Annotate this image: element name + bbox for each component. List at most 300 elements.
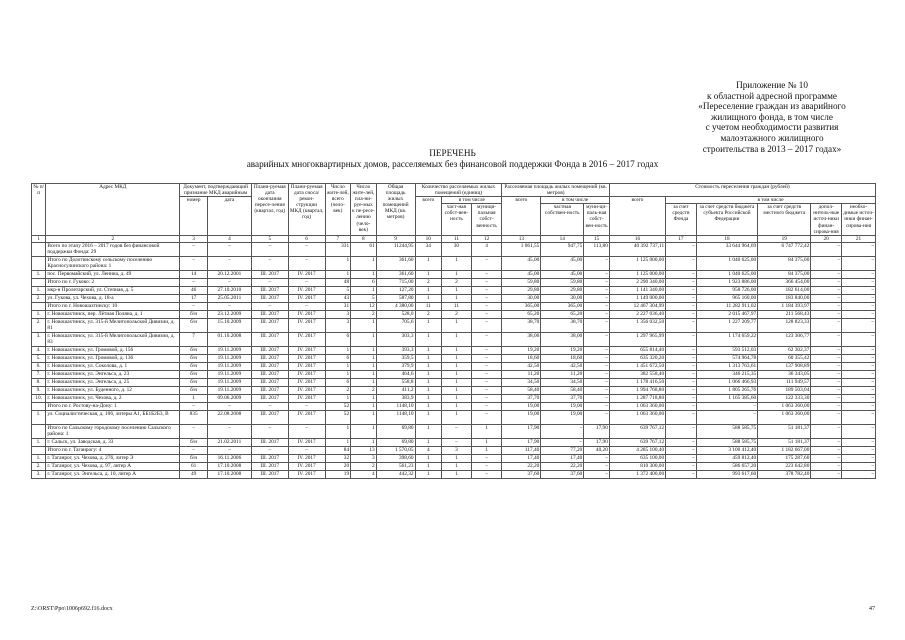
- table-cell: 1: [442, 286, 472, 294]
- column-number: 21: [842, 235, 876, 242]
- table-cell: –: [584, 346, 610, 354]
- table-cell: 1 165 385,60: [696, 394, 757, 402]
- column-number: 18: [696, 235, 757, 242]
- table-cell: –: [288, 278, 325, 286]
- table-cell: 2: [442, 278, 472, 286]
- table-cell: 17,90: [584, 424, 610, 438]
- table-cell: –: [584, 462, 610, 470]
- table-cell: 137 908,89: [758, 362, 811, 370]
- table-cell: 398,60: [376, 454, 415, 462]
- table-row: [32, 462, 876, 470]
- header-cost-region: за счет средств бюджета субъекта Российской Федерации: [696, 204, 757, 235]
- table-cell: 29,80: [541, 286, 584, 294]
- table-cell: 1 805 265,76: [696, 386, 757, 394]
- table-cell: б/н: [180, 370, 208, 378]
- table-cell: 65,20: [541, 310, 584, 318]
- table-cell: 1 570,05: [376, 446, 415, 454]
- table-cell: –: [584, 294, 610, 302]
- table-cell: –: [842, 354, 876, 362]
- table-cell: IV. 2017: [288, 394, 325, 402]
- table-cell: 1: [415, 332, 442, 346]
- table-cell: 31: [325, 302, 351, 310]
- table-cell: 5.: [32, 354, 46, 362]
- table-row: [32, 346, 876, 354]
- header-area-municipal: муни-ци-паль-ная собст-вен-ность: [584, 204, 610, 235]
- table-header-row: [32, 184, 876, 197]
- table-cell: 111 949,57: [758, 378, 811, 386]
- table-cell: 655 814,40: [609, 346, 665, 354]
- table-cell: –: [251, 424, 288, 438]
- table-cell: 61: [351, 242, 377, 256]
- table-cell: IV. 2017: [288, 318, 325, 332]
- table-cell: 1: [415, 470, 442, 478]
- table-cell: III. 2017: [251, 318, 288, 332]
- table-cell: 459 812,40: [696, 454, 757, 462]
- table-cell: 1: [471, 446, 502, 454]
- table-cell: 1 184 393,97: [758, 302, 811, 310]
- table-cell: –: [666, 454, 697, 462]
- table-cell: 15.10.2009: [207, 318, 251, 332]
- table-cell: 3 100 412,40: [696, 446, 757, 454]
- table-cell: –: [666, 318, 697, 332]
- table-cell: 1 287 718,80: [609, 394, 665, 402]
- table-cell: 6: [325, 378, 351, 386]
- table-cell: 1: [325, 270, 351, 278]
- table-cell: –: [842, 270, 876, 278]
- table-cell: 1 356 032,50: [609, 318, 665, 332]
- table-cell: 1 451 672,50: [609, 362, 665, 370]
- table-cell: 17.10.2008: [207, 470, 251, 478]
- table-cell: 1: [351, 256, 377, 270]
- table-cell: –: [811, 256, 842, 270]
- table-cell: 21.02.2011: [207, 438, 251, 446]
- address-cell: ул. Социалистическая, д. 106, литеры А1, ББ1Б2Б3, В: [46, 410, 180, 424]
- table-cell: 383,9: [376, 394, 415, 402]
- table-cell: –: [442, 438, 472, 446]
- table-cell: –: [584, 370, 610, 378]
- address-cell: г. Новошахтинск, ул. Чехова, д. 2: [46, 394, 180, 402]
- table-cell: –: [584, 270, 610, 278]
- table-cell: –: [471, 394, 502, 402]
- table-cell: 2: [351, 386, 377, 394]
- header-num: № п/п: [32, 184, 46, 236]
- address-cell: г. Таганрог, ул. Чехова, д. 276, литер Э: [46, 454, 180, 462]
- table-cell: –: [207, 242, 251, 256]
- table-cell: –: [842, 310, 876, 318]
- table-cell: 27.10.2010: [207, 286, 251, 294]
- table-cell: III. 2017: [251, 286, 288, 294]
- table-cell: 2: [351, 462, 377, 470]
- table-cell: 958 726,00: [696, 286, 757, 294]
- table-cell: 113,80: [584, 242, 610, 256]
- table-cell: –: [666, 302, 697, 310]
- table-cell: 6.: [32, 362, 46, 370]
- table-cell: 1: [442, 294, 472, 302]
- column-number: 16: [609, 235, 665, 242]
- table-cell: 17,40: [502, 454, 541, 462]
- table-cell: IV. 2017: [288, 462, 325, 470]
- table-row: [32, 270, 876, 278]
- table-cell: –: [666, 256, 697, 270]
- table-cell: 7: [180, 332, 208, 346]
- table-cell: 19,00: [541, 410, 584, 424]
- table-cell: –: [471, 370, 502, 378]
- table-cell: 34,50: [541, 378, 584, 386]
- header-planned-demolish: Плани-руемая дата сноса/ рекон-струкции МКД (квартал, год): [288, 184, 325, 236]
- table-cell: 1: [180, 394, 208, 402]
- table-cell: 19: [325, 470, 351, 478]
- header-planned-end: Плани-руемая дата окончания пересе-ления (квартал, год): [251, 184, 288, 236]
- table-cell: 1.: [32, 454, 46, 462]
- table-cell: 1: [442, 410, 472, 424]
- table-cell: 1 141 340,00: [609, 286, 665, 294]
- table-cell: 11 282 911,02: [696, 302, 757, 310]
- table-row: [32, 318, 876, 332]
- table-cell: 19,00: [502, 402, 541, 410]
- table-cell: 17.10.2008: [207, 462, 251, 470]
- table-cell: –: [811, 332, 842, 346]
- table-cell: 365,00: [541, 302, 584, 310]
- table-cell: 1: [442, 386, 472, 394]
- appendix-line: малоэтажного жилищного: [720, 132, 824, 143]
- table-cell: –: [666, 386, 697, 394]
- table-cell: 211 568,43: [758, 310, 811, 318]
- column-number: 2: [46, 235, 180, 242]
- table-cell: –: [180, 446, 208, 454]
- table-cell: 2 290 340,00: [609, 278, 665, 286]
- table-cell: 58,40: [541, 386, 584, 394]
- table-cell: –: [471, 302, 502, 310]
- table-cell: –: [666, 278, 697, 286]
- table-cell: 61: [180, 462, 208, 470]
- table-cell: 17,40: [541, 454, 584, 462]
- table-cell: –: [842, 424, 876, 438]
- appendix-line: с учетом необходимости развития: [705, 122, 839, 133]
- table-cell: –: [842, 346, 876, 354]
- table-cell: –: [666, 370, 697, 378]
- table-cell: 1: [442, 470, 472, 478]
- table-cell: –: [811, 270, 842, 278]
- table-cell: 1: [351, 438, 377, 446]
- table-cell: 51 181,37: [758, 438, 811, 446]
- table-cell: –: [666, 286, 697, 294]
- table-cell: 1: [415, 438, 442, 446]
- table-cell: 359,5: [376, 354, 415, 362]
- table-cell: 346 215,35: [696, 370, 757, 378]
- table-cell: 1: [442, 462, 472, 470]
- table-cell: 1 178 416,50: [609, 378, 665, 386]
- table-cell: IV. 2017: [288, 438, 325, 446]
- table-cell: III. 2017: [251, 270, 288, 278]
- table-cell: –: [811, 410, 842, 424]
- appendix-line: Приложение № 10: [736, 80, 808, 90]
- table-cell: –: [811, 462, 842, 470]
- table-cell: 2 015 467,97: [696, 310, 757, 318]
- table-cell: 1 125 000,00: [609, 256, 665, 270]
- houses-table: [31, 183, 876, 479]
- table-cell: –: [842, 278, 876, 286]
- table-cell: –: [666, 410, 697, 424]
- table-cell: 1 994 768,80: [609, 386, 665, 394]
- table-cell: 01.10.2008: [207, 332, 251, 346]
- table-cell: 303,3: [376, 332, 415, 346]
- table-cell: 223 642,80: [758, 462, 811, 470]
- table-cell: –: [471, 386, 502, 394]
- table-cell: 2: [415, 278, 442, 286]
- table-cell: 1.: [32, 438, 46, 446]
- table-cell: 1: [471, 424, 502, 438]
- table-cell: –: [842, 302, 876, 310]
- table-cell: 3: [351, 454, 377, 462]
- table-cell: 189 503,04: [758, 386, 811, 394]
- table-cell: 361,60: [376, 256, 415, 270]
- table-cell: 11,20: [502, 370, 541, 378]
- table-cell: –: [811, 318, 842, 332]
- table-cell: 1 063 360,00: [609, 402, 665, 410]
- table-cell: 378 782,40: [758, 470, 811, 478]
- table-cell: –: [471, 286, 502, 294]
- table-cell: III. 2017: [251, 410, 288, 424]
- table-cell: 1.: [32, 410, 46, 424]
- table-cell: 11: [415, 302, 442, 310]
- file-path: Z:\ORST\Ppo\1006p692.f16.docx: [31, 606, 113, 612]
- table-cell: 52: [325, 410, 351, 424]
- table-cell: 1: [415, 270, 442, 278]
- table-cell: –: [811, 370, 842, 378]
- table-cell: 5: [351, 294, 377, 302]
- table-cell: –: [666, 462, 697, 470]
- table-cell: 19,00: [502, 410, 541, 424]
- table-cell: 3: [442, 446, 472, 454]
- table-cell: 22,20: [502, 462, 541, 470]
- table-cell: –: [666, 354, 697, 362]
- table-row: [32, 332, 876, 346]
- table-cell: –: [584, 286, 610, 294]
- table-cell: 361,60: [376, 270, 415, 278]
- table-cell: –: [584, 362, 610, 370]
- table-cell: 635 100,00: [609, 454, 665, 462]
- table-cell: 1: [351, 410, 377, 424]
- table-cell: 1: [325, 394, 351, 402]
- address-cell: Всего по этапу 2016 – 2017 годов без финансовой поддержки Фонда: 29: [46, 242, 180, 256]
- table-cell: –: [666, 424, 697, 438]
- table-cell: 1: [415, 454, 442, 462]
- table-cell: 51 181,37: [758, 424, 811, 438]
- table-cell: –: [541, 424, 584, 438]
- table-cell: 84 375,00: [758, 256, 811, 270]
- table-cell: 1: [415, 424, 442, 438]
- header-rooms-total: всего: [415, 197, 442, 236]
- table-cell: 1 040 625,00: [696, 256, 757, 270]
- table-cell: –: [207, 402, 251, 410]
- table-cell: –: [207, 446, 251, 454]
- table-cell: –: [842, 438, 876, 446]
- table-cell: –: [842, 446, 876, 454]
- table-cell: IV. 2017: [288, 386, 325, 394]
- table-cell: 1 061,55: [502, 242, 541, 256]
- table-cell: б/н: [180, 310, 208, 318]
- table-cell: 588 585,75: [696, 424, 757, 438]
- table-cell: 2.: [32, 462, 46, 470]
- table-cell: 17: [180, 294, 208, 302]
- table-cell: –: [811, 386, 842, 394]
- table-cell: –: [251, 402, 288, 410]
- table-cell: 1 066 466,93: [696, 378, 757, 386]
- table-cell: 1: [325, 362, 351, 370]
- header-doc-date: дата: [207, 197, 251, 236]
- table-cell: 4: [351, 470, 377, 478]
- table-cell: 4 285 100,40: [609, 446, 665, 454]
- table-cell: –: [842, 294, 876, 302]
- table-cell: 1: [325, 424, 351, 438]
- table-cell: 2: [415, 310, 442, 318]
- table-cell: 1: [415, 402, 442, 410]
- table-cell: 411,2: [376, 386, 415, 394]
- address-cell: г. Новошахтинск, ул. Энгельса, д. 23: [46, 370, 180, 378]
- table-cell: б/н: [180, 318, 208, 332]
- table-cell: 1: [325, 256, 351, 270]
- table-cell: б/н: [180, 346, 208, 354]
- table-row: [32, 302, 876, 310]
- table-cell: 1 372 400,00: [609, 470, 665, 478]
- table-row: [32, 354, 876, 362]
- table-cell: 715,00: [376, 278, 415, 286]
- header-cost-extra: допол-нитель-ные источ-ники финан-сирова-ния: [811, 204, 842, 235]
- table-cell: 1: [442, 394, 472, 402]
- appendix-line: жилищного фонда, в том числе: [711, 111, 833, 122]
- table-cell: 11244,95: [376, 242, 415, 256]
- table-cell: –: [288, 302, 325, 310]
- table-cell: 965 160,00: [696, 294, 757, 302]
- column-number: 1: [32, 235, 46, 242]
- table-cell: –: [251, 256, 288, 270]
- table-cell: III. 2017: [251, 462, 288, 470]
- table-cell: 19.11.2009: [207, 362, 251, 370]
- table-row: [32, 370, 876, 378]
- table-cell: IV. 2017: [288, 362, 325, 370]
- column-number: 5: [251, 235, 288, 242]
- table-cell: –: [811, 354, 842, 362]
- table-cell: 810 300,00: [609, 462, 665, 470]
- table-cell: –: [666, 446, 697, 454]
- header-cost-local: за счет средств местного бюджета: [758, 204, 811, 235]
- table-cell: III. 2017: [251, 454, 288, 462]
- table-cell: –: [584, 410, 610, 424]
- header-document: Документ, подтверждающий признание МКД аварийным: [180, 184, 252, 197]
- table-cell: –: [288, 256, 325, 270]
- address-cell: ул. Гукова, ул. Чехова, д. 18-а: [46, 294, 180, 302]
- table-row: [32, 294, 876, 302]
- address-cell: г. Новошахтинск, ул. Громовой, д. 156: [46, 346, 180, 354]
- table-cell: 17,90: [502, 424, 541, 438]
- table-cell: 11: [442, 302, 472, 310]
- table-cell: –: [471, 454, 502, 462]
- table-cell: IV. 2017: [288, 270, 325, 278]
- table-cell: 22,20: [541, 462, 584, 470]
- table-cell: 2.: [32, 318, 46, 332]
- table-cell: 20: [325, 462, 351, 470]
- table-cell: 393,3: [376, 346, 415, 354]
- table-cell: –: [842, 256, 876, 270]
- table-row: [32, 438, 876, 446]
- table-cell: –: [666, 438, 697, 446]
- table-cell: –: [811, 470, 842, 478]
- header-cost-fund: за счет средств Фонда: [666, 204, 697, 235]
- table-row: [32, 470, 876, 478]
- table-cell: 1.: [32, 310, 46, 318]
- table-cell: –: [584, 394, 610, 402]
- table-row: [32, 256, 876, 270]
- table-cell: –: [207, 256, 251, 270]
- header-cost-total: всего: [609, 197, 665, 236]
- table-cell: –: [471, 318, 502, 332]
- table-cell: 1: [325, 346, 351, 354]
- table-cell: [32, 446, 46, 454]
- header-cost-group: Стоимость переселения граждан (рублей): [609, 184, 875, 197]
- table-cell: 1: [351, 346, 377, 354]
- table-row: [32, 278, 876, 286]
- table-cell: 4 380,00: [376, 302, 415, 310]
- table-cell: 84: [325, 446, 351, 454]
- table-cell: –: [584, 318, 610, 332]
- table-cell: –: [811, 294, 842, 302]
- table-row: [32, 394, 876, 402]
- table-cell: 123 306,77: [758, 332, 811, 346]
- address-cell: г. Новошахтинск, ул. 315-й Мелитопольской Дивизии, д. 81: [46, 318, 180, 332]
- table-cell: 1: [442, 362, 472, 370]
- table-cell: 19.11.2009: [207, 378, 251, 386]
- header-doc-number: номер: [180, 197, 208, 236]
- table-cell: б/н: [180, 362, 208, 370]
- table-cell: 42,50: [541, 362, 584, 370]
- table-cell: 19.11.2009: [207, 346, 251, 354]
- table-cell: –: [207, 424, 251, 438]
- column-number: 13: [502, 235, 541, 242]
- header-residents-planned: Число жите-лей, пла-ни-руе-мых к пе-ресе-лению (чело-век): [351, 184, 377, 236]
- address-cell: Итого по г. Новошахтинску: 10: [46, 302, 180, 310]
- table-cell: –: [666, 362, 697, 370]
- table-cell: –: [811, 424, 842, 438]
- table-cell: [32, 424, 46, 438]
- table-cell: 45,00: [502, 270, 541, 278]
- table-cell: –: [666, 378, 697, 386]
- table-cell: 122 333,30: [758, 394, 811, 402]
- table-cell: 1: [351, 370, 377, 378]
- table-cell: –: [471, 270, 502, 278]
- table-cell: IV. 2017: [288, 470, 325, 478]
- address-cell: г. Таганрог, ул. Чехова, д. 97, литер А: [46, 462, 180, 470]
- table-cell: III. 2017: [251, 394, 288, 402]
- table-cell: 42,50: [502, 362, 541, 370]
- table-cell: –: [584, 402, 610, 410]
- table-cell: 62 302,37: [758, 346, 811, 354]
- table-row: [32, 378, 876, 386]
- table-cell: 635 320,20: [609, 354, 665, 362]
- table-cell: III. 2017: [251, 370, 288, 378]
- table-cell: 6: [325, 354, 351, 362]
- table-cell: [32, 278, 46, 286]
- table-cell: III. 2017: [251, 470, 288, 478]
- table-cell: 60 355,42: [758, 354, 811, 362]
- table-cell: 639 767,12: [609, 438, 665, 446]
- table-cell: 1: [442, 346, 472, 354]
- table-cell: –: [471, 470, 502, 478]
- table-cell: –: [811, 242, 842, 256]
- table-cell: 1: [351, 354, 377, 362]
- table-cell: [32, 256, 46, 270]
- table-cell: –: [842, 402, 876, 410]
- table-cell: –: [288, 424, 325, 438]
